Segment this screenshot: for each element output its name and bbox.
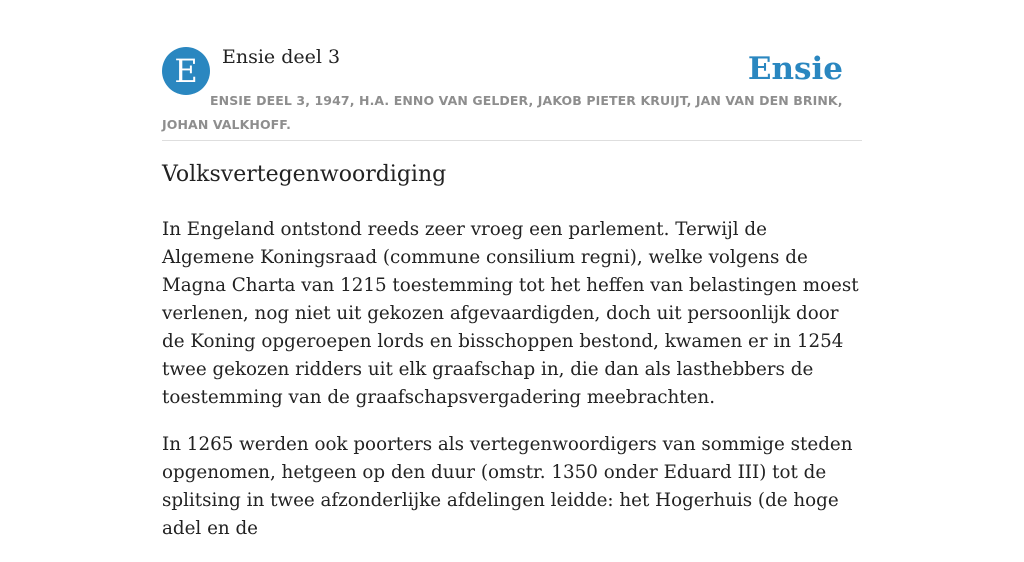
ensie-logo-icon[interactable]: E — [162, 47, 210, 95]
paragraph: In 1265 werden ook poorters als vertegenwoordigers van sommige steden opgenomen, hetgeen op den duur (omstr. 1350 onder Eduard III) tot de splitsing in twee afzonderlijke afdelingen leidde: het Hogerhuis (de hoge adel en de — [162, 434, 853, 539]
entry-body — [162, 216, 862, 562]
paragraph: In Engeland ontstond reeds zeer vroeg een parlement. Terwijl de Algemene Koningsraad (commune consilium regni), welke volgens de Magna Charta van 1215 toestemming tot het heffen van belastingen moest verlenen, nog niet uit gekozen afgevaardigden, doch uit persoonlijk door de Koning opgeroepen lords en bisschoppen bestond, kwamen er in 1254 twee gekozen ridders uit elk graafschap in, die dan als lasthebbers de toestemming van de graafschapsvergadering meebrachten. — [162, 219, 859, 408]
brand-logo[interactable]: Ensie — [747, 51, 843, 87]
book-title[interactable]: Ensie deel 3 — [222, 46, 341, 68]
header — [162, 0, 862, 141]
content-container — [162, 0, 862, 539]
entry-title: Volksvertegenwoordiging — [162, 162, 447, 187]
source-meta: ENSIE DEEL 3, 1947, H.A. ENNO VAN GELDER, JAKOB PIETER KRUIJT, JAN VAN DEN BRINK, JOHAN VALKHOFF. — [162, 93, 843, 132]
